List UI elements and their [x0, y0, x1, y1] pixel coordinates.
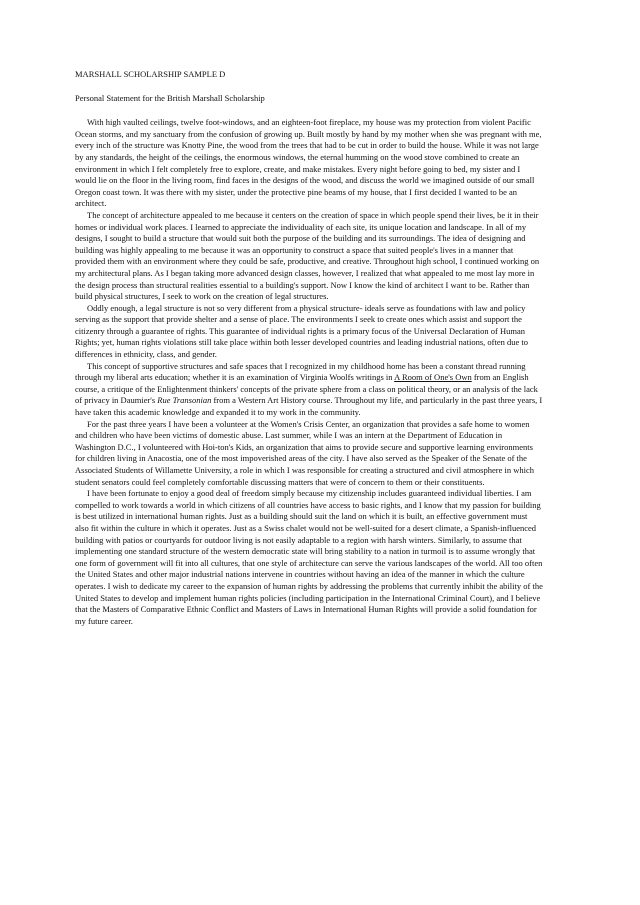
document-title: MARSHALL SCHOLARSHIP SAMPLE D — [75, 69, 226, 79]
paragraph-4-text-c: from a Western Art History course. Throughout my life, and particularly in the past three years, I have taken this academic knowledge and expanded it to my work in the community. — [75, 395, 543, 418]
paragraph-3: Oddly enough, a legal structure is not so very different from a physical structure- ideals serve as foundations with law and policy serving as the support that provide shelter and a sense of place. The environments I seek to create ones which assist and support the citizenry through a guarantee of rights. This guarantee of individual rights is a primary focus of the Universal Declaration of Human Rights; yet, human rights violations still take place within both lesser developed countries and leading industrial nations, often due to differences in ethnicity, class, and gender. — [75, 302, 529, 360]
paragraph-4 — [75, 361, 543, 419]
document-subtitle: Personal Statement for the British Marshall Scholarship — [75, 92, 265, 103]
book-title-underlined: A Room of One's Own — [394, 372, 472, 383]
paragraph-4-text-a: This concept of supportive structures and safe spaces that I recognized in my childhood home has been a constant thread running through my liberal arts education; whether it is an examination of Virginia Woolfs writings in — [75, 360, 526, 383]
artwork-title-italic: Rue Transonian — [157, 395, 212, 406]
paragraph-4-text-b: from an English course, a critique of the Enlightenment thinkers' concepts of the private sphere from a class on political theory, or an analysis of the lack of privacy in Daumier's — [75, 372, 538, 406]
paragraph-1: With high vaulted ceilings, twelve foot-windows, and an eighteen-foot fireplace, my house was my protection from violent Pacific Ocean storms, and my sanctuary from the confusion of growing up. Built mostly by hand by my mother when she was pregnant with me, every inch of the structure was Knotty Pine, the wood from the trees that had to be cut in order to build the house. While it was not large by any standards, the height of the ceilings, the enormous windows, the eternal humming on the wood stove combined to create an environment in which I felt completely free to explore, create, and make mistakes. Every night before going to bed, my sister and I would lie on the floor in the living room, find faces in the designs of the wood, and discuss the world we imagined outside of our small Oregon coast town. It was there with my sister, under the protective pine beams of my house, that I first decided I wanted to be an architect. — [75, 117, 542, 209]
document-page — [75, 69, 543, 627]
paragraph-2: The concept of architecture appealed to me because it centers on the creation of space in which people spend their lives, be it in their homes or individual work places. I learned to appreciate the individuality of each site, its unique location and landscape. In all of my designs, I sought to build a structure that would suit both the purpose of the building and its surroundings. The idea of designing and building was highly appealing to me because it was an opportunity to construct a space that suited people's lives in a manner that provided them with an environment where they could be safe, productive, and creative. Throughout high school, I continued working on my architectural plans. As I began taking more advanced design classes, however, I realized that what appealed to me most lay more in the design process than structural realities essential to a building's support. Now I know the kind of architect I want to be. Rather than build physical structures, I seek to work on the creation of legal structures. — [75, 209, 540, 302]
paragraph-5: For the past three years I have been a volunteer at the Women's Crisis Center, an organization that provides a safe home to women and children who have been victims of domestic abuse. Last summer, while I was an intern at the Department of Education in Washington D.C., I volunteered with Hoi-ton's Kids, an organization that aims to provide secure and supportive learning environments for children living in Anacostia, one of the most impoverished areas of the city. I have also served as the Speaker of the Senate of the Associated Students of Willamette University, a role in which I was responsible for creating a structured and civil atmosphere in which student senators could feel completely comfortable discussing matters that were of concern to them or their constituents. — [75, 418, 535, 487]
paragraph-6: I have been fortunate to enjoy a good deal of freedom simply because my citizenship includes guaranteed individual liberties. I am compelled to work towards a world in which citizens of all countries have access to basic rights, and I know that my passion for building is best utilized in international human rights. Just as a building should suit the land on which it is built, an effective government must also fit within the culture in which it operates. Just as a Swiss chalet would not be well-suited for a desert climate, a Spanish-influenced building with patios or courtyards for outdoor living is not easily adaptable to a region with harsh winters. Similarly, to assume that implementing one standard structure of the western democratic state will bring stability to a nation in turmoil is to assume wrongly that one form of government will fit into all cultures, that one style of architecture can serve the various landscapes of the world. All too often the United States and other major industrial nations intervene in countries without having an idea of the manner in which the culture operates. I wish to dedicate my career to the expansion of human rights by addressing the problems that currently inhibit the ability of the United States to develop and implement human rights policies (including participation in the International Criminal Court), and I believe that the Masters of Comparative Ethnic Conflict and Masters of Laws in International Human Rights will provide a solid foundation for my future career. — [75, 488, 543, 626]
